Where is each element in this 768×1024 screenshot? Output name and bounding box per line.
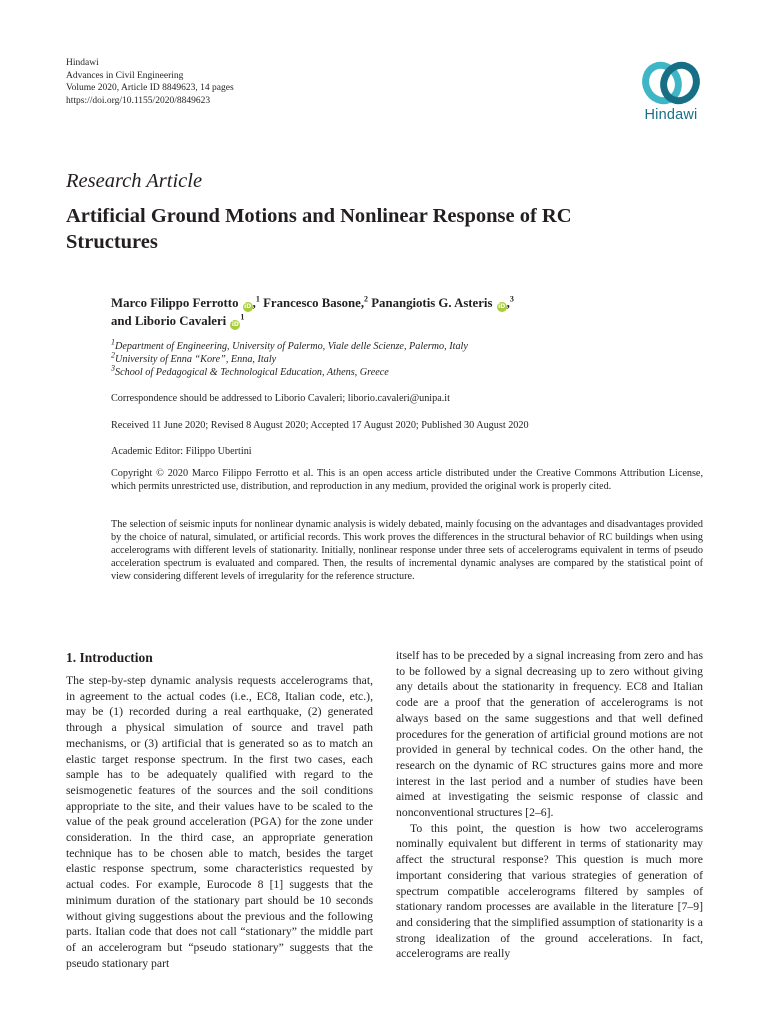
- abstract: The selection of seismic inputs for nonlinear dynamic analysis is widely debated, mainly focusing on the advantages and disadvantages provided by the choice of natural, simulated, or artificial records. This work proves the differences in the structural behavior of RC buildings when using accelerograms with different levels of stationarity. Initially, nonlinear response under three sets of accelerograms equivalent in terms of pseudo acceleration spectrum is evaluated and compared. Then, the results of incremental dynamic analyses are compared by the statistical point of view considering different levels of irregularity for the reference structure.: [111, 519, 703, 582]
- journal-header: [66, 57, 234, 107]
- orcid-icon[interactable]: iD: [231, 321, 239, 328]
- author-affil-number: 3: [509, 294, 514, 304]
- author-comma: ,: [252, 296, 256, 310]
- body-paragraph: To this point, the question is how two accelerograms nominally equivalent but different in terms of stationarity may affect the structural response? This question is much more important considering that various strategies of generation of spectrum compatible accelerograms filtered by samples of stationary random processes are available in the literature [7–9] and considering that the simplified assumption of stationarity is a strong idealization of the ground accelerations. In fact, accelerograms are really: [396, 821, 703, 961]
- affiliation-item: [111, 350, 703, 366]
- section-heading: 1. Introduction: [66, 650, 153, 665]
- affiliations: [111, 337, 703, 379]
- author-name: Panangiotis G. Asteris: [371, 296, 493, 310]
- correspondence: Correspondence should be addressed to Liborio Cavaleri; liborio.cavaleri@unipa.it: [111, 393, 450, 404]
- body-column-left: [66, 673, 373, 971]
- publication-dates: Received 11 June 2020; Revised 8 August 2020; Accepted 17 August 2020; Published 30 August 2020: [111, 420, 529, 431]
- orcid-icon[interactable]: iD: [498, 303, 506, 310]
- affiliation-text: University of Enna “Kore”, Enna, Italy: [115, 354, 277, 365]
- author-comma: ,: [360, 296, 365, 310]
- affiliation-text: School of Pedagogical & Technological Education, Athens, Greece: [115, 367, 389, 378]
- paper-title: Artificial Ground Motions and Nonlinear Response of RC Structures: [66, 205, 572, 253]
- logo-text: Hindawi: [644, 107, 698, 123]
- doi-link[interactable]: https://doi.org/10.1155/2020/8849623: [66, 95, 211, 106]
- affiliation-number: 1: [111, 337, 115, 347]
- author-affil-number: 1: [240, 312, 245, 322]
- affiliation-number: 2: [111, 350, 115, 360]
- hindawi-logo-icon: [640, 58, 702, 108]
- copyright-notice: Copyright © 2020 Marco Filippo Ferrotto et al. This is an open access article distributed under the Creative Commons Attribution License, which permits unrestricted use, distribution, and reproduction in any medium, provided the original work is properly cited.: [111, 468, 703, 492]
- orcid-icon[interactable]: iD: [244, 303, 252, 310]
- affiliation-text: Department of Engineering, University of Palermo, Viale delle Scienze, Palermo, Italy: [115, 341, 468, 352]
- volume-info: Volume 2020, Article ID 8849623, 14 pages: [66, 83, 234, 93]
- publisher-name: Hindawi: [66, 58, 99, 68]
- author-affil-number: 2: [364, 294, 369, 304]
- author-name: and Liborio Cavaleri: [111, 314, 227, 328]
- hindawi-logo: [634, 58, 708, 123]
- article-type: Research Article: [66, 170, 203, 192]
- body-paragraph: The step-by-step dynamic analysis requests accelerograms that, in agreement to the actual codes (i.e., EC8, Italian code, etc.), may be (1) recorded during a real earthquake, (2) generated through a physical simulation of source and travel path mechanisms, or (3) artificial that is generated so as to match an elastic target response spectrum. In the first two cases, each sample has to be adequately qualified with regard to the seismogenetic features of the sources and the soil conditions appropriate to the site, and their values have to be scaled to the value of the peak ground acceleration (PGA) for the zone under consideration. In the third case, an appropriate generation technique has to be chosen able to match, besides the target elastic response spectrum, some characteristics requested by actual codes. For example, Eurocode 8 [1] suggests that the minimum duration of the stationary part should be 10 seconds without giving suggestions about the previous and the following parts. Italian code that does not call “stationary” the middle part of an accelerogram but “pseudo stationary” suggests that the pseudo stationary part: [66, 674, 373, 970]
- affiliation-item: [111, 363, 703, 379]
- affiliation-number: 3: [111, 363, 115, 373]
- academic-editor: Academic Editor: Filippo Ubertini: [111, 446, 252, 457]
- author-affil-number: 1: [255, 294, 260, 304]
- journal-name: Advances in Civil Engineering: [66, 70, 184, 81]
- author-name: Marco Filippo Ferrotto: [111, 296, 239, 310]
- body-paragraph: itself has to be preceded by a signal increasing from zero and has to be followed by a signal decreasing up to zero without giving any details about the stationarity in frequency. EC8 and Italian code are a proof that the generation of accelerograms is not always based on the same suggestions and that well defined procedures for the generation of artificial ground motions are not provided in general by technical codes. On the other hand, the research on the dynamic of RC structures gains more and more interest in the last period and a number of studies have been aimed at investigating the seismic response of classic and nonconventional structures [2–6].: [396, 649, 703, 820]
- body-column-right: [396, 648, 703, 962]
- author-name: Francesco Basone: [263, 296, 361, 310]
- affiliation-item: [111, 337, 703, 353]
- author-list: [111, 294, 671, 330]
- author-comma: ,: [506, 296, 510, 310]
